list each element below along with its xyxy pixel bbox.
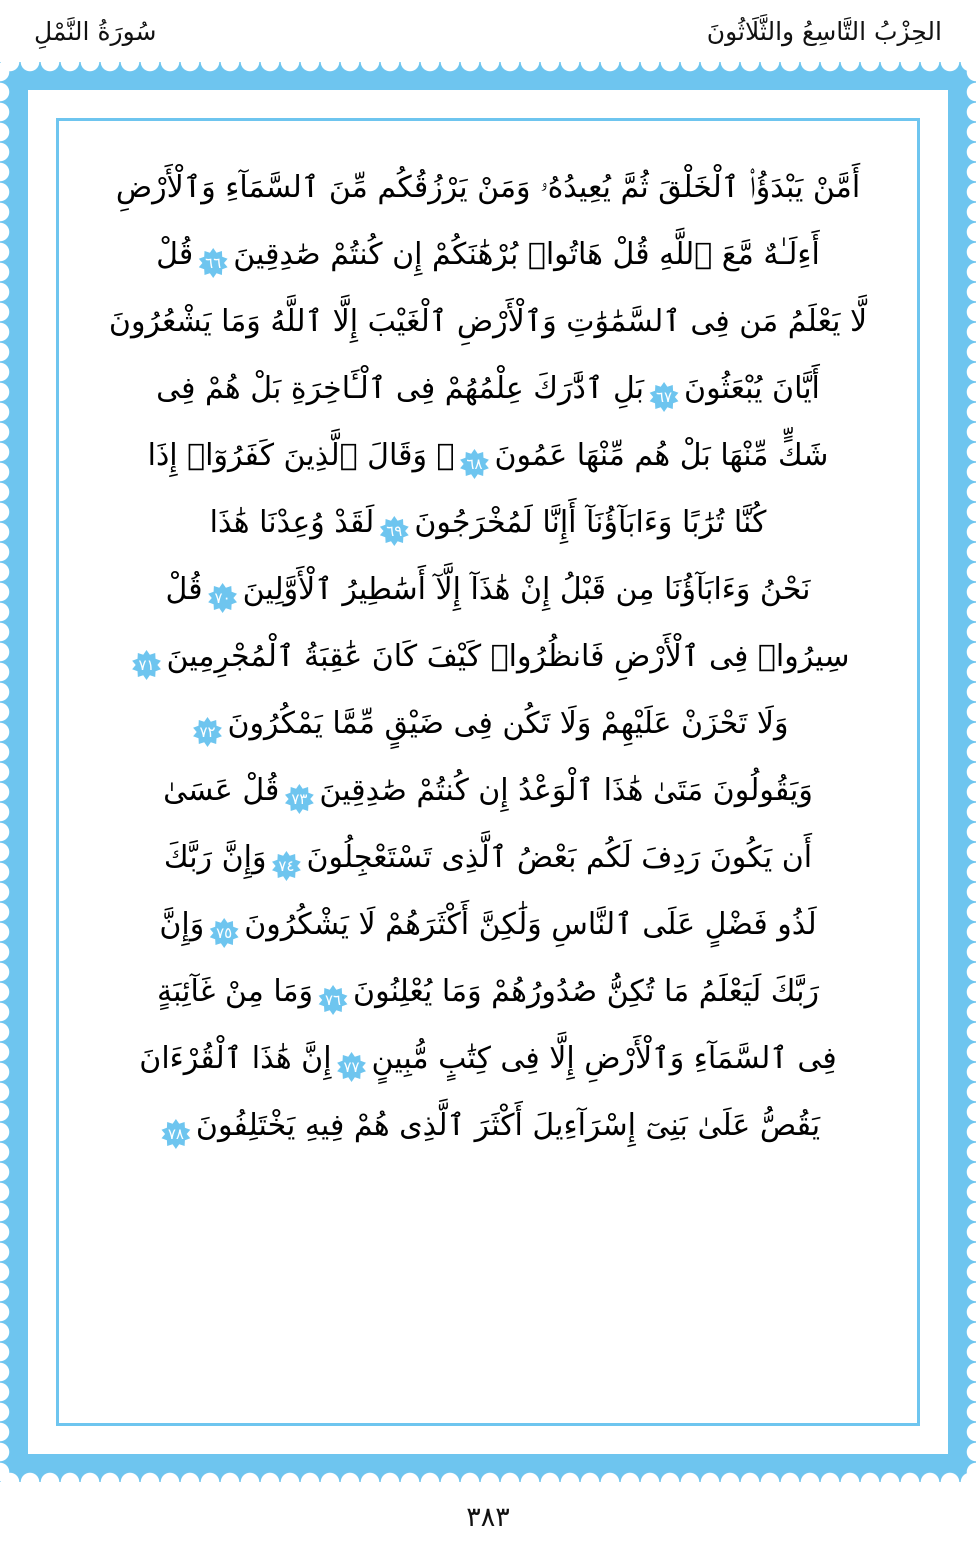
ayah-text-tail: قُلْ عَسَىٰ [163, 773, 280, 808]
ayah-text: أَن يَكُونَ رَدِفَ لَكُم بَعْضُ ٱلَّذِى تَسْتَعْجِلُونَ [306, 840, 813, 875]
ayah-number: ٧٧ [343, 1058, 360, 1076]
ayah-text: أَيَّانَ يُبْعَثُونَ [684, 371, 820, 406]
ayah-text-tail: بَلِ ٱدَّٰرَكَ عِلْمُهُمْ فِى ٱلْـَٔاخِرَةِ بَلْ هُمْ فِى [156, 371, 645, 406]
ayah-line [96, 154, 880, 221]
ayah-line [96, 757, 880, 824]
ayah-text-tail: لَقَدْ وُعِدْنَا هَٰذَا [209, 505, 375, 540]
ayah-text-tail: وَإِنَّ رَبَّكَ [163, 840, 267, 875]
surah-title: سُورَةُ النَّمْلِ [34, 16, 157, 46]
ayah-line [96, 1092, 880, 1159]
ayah-number: ٧١ [138, 656, 155, 674]
ayah-line [96, 556, 880, 623]
ayah-number: ٧٤ [278, 857, 295, 875]
ayah-line [96, 824, 880, 891]
ayah-number: ٦٩ [386, 522, 403, 540]
ayah-text-tail: قُلْ [156, 237, 194, 272]
ayah-number: ٧٠ [214, 589, 231, 607]
quran-text-body [74, 136, 902, 1408]
ayah-text-tail: ۞ وَقَالَ ٱلَّذِينَ كَفَرُوٓا۟ إِذَا [147, 438, 455, 473]
ayah-text: نَحْنُ وَءَابَآؤُنَا مِن قَبْلُ إِنْ هَٰذَآ إِلَّآ أَسَٰطِيرُ ٱلْأَوَّلِينَ [242, 572, 811, 607]
ayah-text-tail: قُلْ [165, 572, 203, 607]
ayah-number-marker [284, 784, 314, 814]
ayah-number-marker [271, 851, 301, 881]
ayah-text: رَبَّكَ لَيَعْلَمُ مَا تُكِنُّ صُدُورُهُمْ وَمَا يُعْلِنُونَ [353, 974, 819, 1009]
ayah-number-marker [649, 382, 679, 412]
ayah-number-marker [198, 248, 228, 278]
ayah-number-marker [161, 1119, 191, 1149]
ayah-text: لَّا يَعْلَمُ مَن فِى ٱلسَّمَٰوَٰتِ وَٱلْأَرْضِ ٱلْغَيْبَ إِلَّا ٱللَّهُ وَمَا يَشْعُرُونَ [108, 304, 868, 339]
page-number: ٣٨٣ [466, 1501, 510, 1533]
ayah-line [96, 489, 880, 556]
ayah-number-marker [132, 650, 162, 680]
ayah-text: لَذُو فَضْلٍ عَلَى ٱلنَّاسِ وَلَٰكِنَّ أَكْثَرَهُمْ لَا يَشْكُرُونَ [244, 907, 817, 942]
ayah-text: يَقُصُّ عَلَىٰ بَنِىٓ إِسْرَآءِيلَ أَكْثَرَ ٱلَّذِى هُمْ فِيهِ يَخْتَلِفُونَ [195, 1108, 821, 1143]
ayah-number: ٦٧ [655, 388, 673, 406]
ayah-number: ٧٦ [324, 991, 342, 1009]
ayah-text: وَلَا تَحْزَنْ عَلَيْهِمْ وَلَا تَكُن فِى ضَيْقٍ مِّمَّا يَمْكُرُونَ [227, 706, 789, 741]
ayah-number-marker [209, 918, 239, 948]
page-footer [0, 1482, 976, 1552]
ayah-line [96, 958, 880, 1025]
ayah-line [96, 623, 880, 690]
ayah-text: شَكٍّ مِّنْهَا بَلْ هُم مِّنْهَا عَمُونَ [494, 438, 829, 473]
page-header [0, 0, 976, 62]
ayah-number: ٦٨ [466, 455, 483, 473]
ayah-line [96, 422, 880, 489]
ayah-number: ٦٦ [205, 254, 222, 272]
ayah-number-marker [337, 1052, 367, 1082]
ayah-text: أَءِلَـٰهٌ مَّعَ ٱللَّهِ قُلْ هَاتُوا۟ بُرْهَٰنَكُمْ إِن كُنتُمْ صَٰدِقِينَ [233, 237, 820, 272]
ayah-line [96, 690, 880, 757]
ayah-number: ٧٣ [291, 790, 308, 808]
ayah-text: وَيَقُولُونَ مَتَىٰ هَٰذَا ٱلْوَعْدُ إِن كُنتُمْ صَٰدِقِينَ [319, 773, 813, 808]
ayah-text-tail: وَإِنَّ [159, 907, 205, 942]
ayah-text: سِيرُوا۟ فِى ٱلْأَرْضِ فَانظُرُوا۟ كَيْفَ كَانَ عَٰقِبَةُ ٱلْمُجْرِمِينَ [166, 639, 850, 674]
ayah-number-marker [208, 583, 238, 613]
ayah-number-marker [379, 516, 409, 546]
ayah-line [96, 288, 880, 355]
ayah-line [96, 355, 880, 422]
decorative-frame [0, 62, 976, 1482]
ayah-number: ٧٥ [216, 924, 233, 942]
ayah-text: فِى ٱلسَّمَآءِ وَٱلْأَرْضِ إِلَّا فِى كِتَٰبٍ مُّبِينٍ [371, 1041, 837, 1076]
ayah-number-marker [459, 449, 489, 479]
ayah-line [96, 1025, 880, 1092]
ayah-text-tail: وَمَا مِنْ غَآئِبَةٍ [157, 974, 314, 1009]
ayah-text: كُنَّا تُرَٰبًا وَءَابَآؤُنَآ أَإِنَّا لَمُخْرَجُونَ [414, 505, 767, 540]
ayah-number: ٧٢ [199, 723, 216, 741]
ayah-number: ٧٨ [167, 1125, 184, 1143]
ayah-text-tail: إِنَّ هَٰذَا ٱلْقُرْءَانَ [139, 1041, 332, 1076]
ayah-number-marker [318, 985, 348, 1015]
ayah-number-marker [193, 717, 223, 747]
ayah-line [96, 221, 880, 288]
hizb-title: الحِزْبُ التَّاسِعُ والثَّلَاثُونَ [706, 16, 942, 46]
ayah-text: أَمَّنْ يَبْدَؤُا۟ ٱلْخَلْقَ ثُمَّ يُعِيدُهُۥ وَمَنْ يَرْزُقُكُم مِّنَ ٱلسَّمَآءِ وَٱلْأَرْضِ [115, 170, 861, 205]
ayah-line [96, 891, 880, 958]
